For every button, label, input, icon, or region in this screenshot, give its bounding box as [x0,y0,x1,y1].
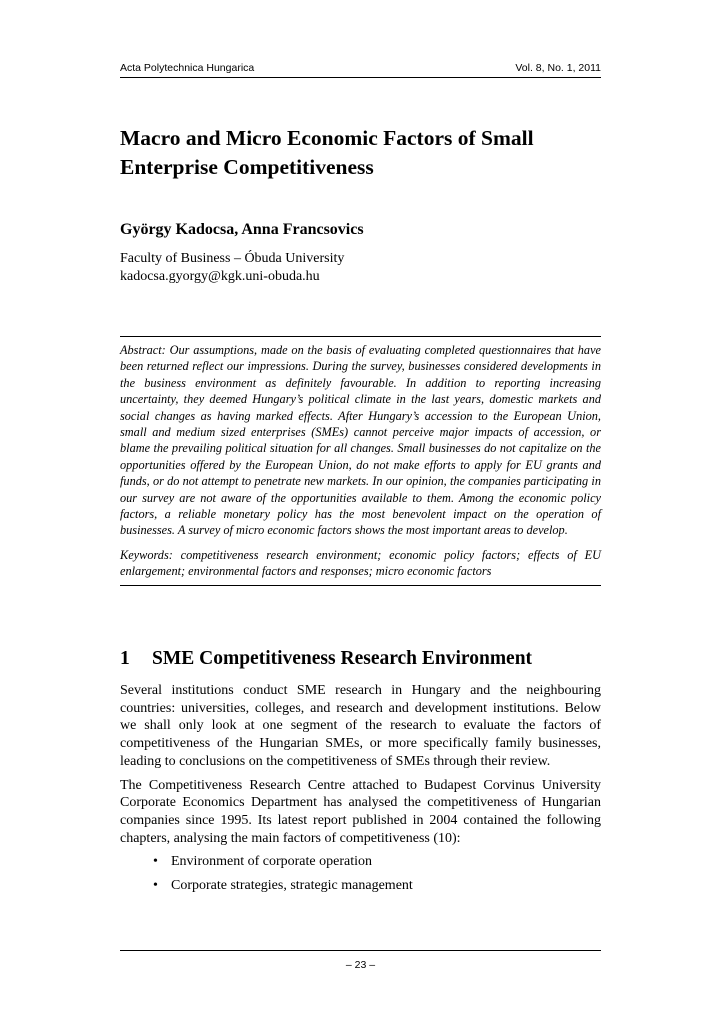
bullet-icon: • [153,878,158,894]
list-item [120,853,601,871]
section-title: SME Competitiveness Research Environment [152,648,533,669]
section-heading [120,648,532,670]
affiliation-block [120,250,344,285]
abstract-box [120,336,601,586]
email: kadocsa.gyorgy@kgk.uni-obuda.hu [120,268,320,284]
section-body [120,682,601,901]
authors: György Kadocsa, Anna Francsovics [120,221,364,238]
affiliation: Faculty of Business – Óbuda University [120,251,345,266]
bullet-list [120,853,601,894]
page-number: – 23 – [120,950,601,971]
bullet-icon: • [153,854,158,870]
paragraph: Several institutions conduct SME research in Hungary and the neighbouring countries: universities, colleges, and research and development institutions. Below we shall only look at one segment of the research to evaluate the factors of competitiveness of the Hungarian SMEs, or more specifically family businesses, leading to conclusions on the competitiveness of SMEs through their review. [120,683,601,769]
list-item-text: Corporate strategies, strategic management [171,878,413,894]
title-line-1: Macro and Micro Economic Factors of Small [120,126,534,150]
volume-info: Vol. 8, No. 1, 2011 [515,62,601,74]
paragraph: The Competitiveness Research Centre attached to Budapest Corvinus University Corporate Economics Department has analysed the competitiveness of Hungarian companies since 1995. Its latest report published in 2004 contained the following chapters, analysing the main factors of competitiveness (10): [120,777,601,846]
running-header [120,62,601,78]
keywords: Keywords: competitiveness research environment; economic policy factors; effects of EU enlargement; environmental factors and responses; micro economic factors [120,547,601,579]
abstract-text: Abstract: Our assumptions, made on the basis of evaluating completed questionnaires that have been returned reflect our impressions. During the survey, businesses considered developments in the business environment as definitely favourable. In addition to reporting increasing uncertainty, they deemed Hungary’s political climate in the last years, domestic markets and social changes as having marked effects. After Hungary’s accession to the European Union, small and medium sized enterprises (SMEs) cannot perceive major impacts of accession, or blame the prevailing political situation for all changes. Small businesses do not capitalize on the opportunities offered by the European Union, do not make efforts to apply for EU grants and funds, or do not attempt to penetrate new markets. In our opinion, the companies participating in our survey are not aware of the opportunities available to them. Among the economic policy factors, a reliable monetary policy has the most benevolent impact on the operation of businesses. A survey of micro economic factors shows the most important areas to develop. [120,343,601,538]
list-item [120,877,601,895]
article-title [120,124,601,182]
title-line-2: Enterprise Competitiveness [120,155,374,179]
section-number: 1 [120,648,130,669]
journal-name: Acta Polytechnica Hungarica [120,62,255,74]
list-item-text: Environment of corporate operation [171,854,372,870]
